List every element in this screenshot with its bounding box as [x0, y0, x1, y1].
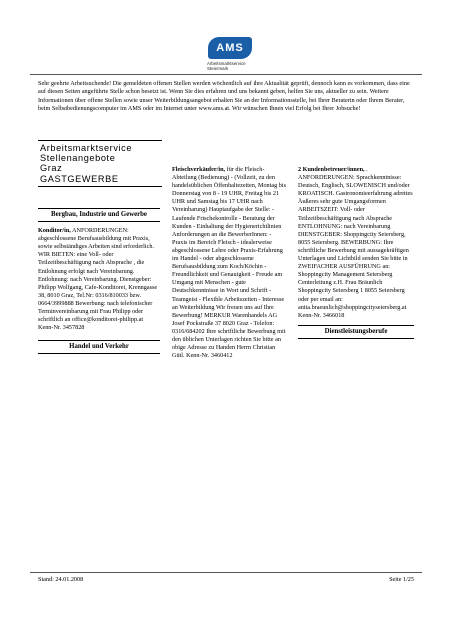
- job-title: Fleischverkäufer/in,: [172, 166, 226, 173]
- ams-logo: AMS: [208, 37, 252, 59]
- section-line-2: Stellenangebote: [40, 153, 116, 164]
- category-heading: Handel und Verkehr: [38, 340, 160, 354]
- footer-divider: [30, 572, 422, 573]
- job-title: 2 Kundenbetreuer/innen,: [298, 166, 365, 173]
- job-description: . ANFORDERUNGEN: Sprachkenntnisse: Deutsch, Englisch, SLOWENISCH und/oder KROATISCH. Gastronomieerfahrung adrettes Äußeres sehr gute Umgangsformen ARBEITSZEIT: Voll- oder Teilzeitbeschäftigung nach Absprache ENTLOHNUNG: nach Vereinbarung DIENSTGEBER: Shoppingcity Seiersberg, 8055 Seiersberg. BEWERBUNG: Ihre schriftliche Bewerbung mit aussagekräftigen Unterlagen und Lichtbild senden Sie bitte in ZWEIFACHER AUSFÜHRUNG an: Shoppingcity Management Seiersberg Centerleitung z.H. Frau Bräunlich Shoppingcity Seiersberg 1 8055 Seiersberg oder per email an: anita.braeunlich@shoppingcityseiersberg.at Kenn-Nr. 3466018: [298, 166, 413, 319]
- job-listing: [172, 166, 286, 360]
- job-description: für die Fleisch-Abteilung (Bedienung) - (Vollzeit, zu den handelsüblichen Öffenhaltezeiten, Montag bis Donnerstag von 8 - 19 UHR, Freitag bis 21 UHR und Samstag bis 17 UHR nach Vereinbarung) Hauptaufgabe der Stelle: - Laufende Frischekontrolle - Beratung der Kunden - Einhaltung der Hygienerichtlinien Anforderungen an die BewerberInnen: - Praxis im Bereich Fleisch - idealerweise abgeschlossene Lehre oder Praxis-Erfahrung im Handel - oder abgeschlossene Berufsausbildung zum Koch/Köchin - Freundlichkeit und Genauigkeit - Freude am Umgang mit Menschen - gute Deutschkenntnisse in Wort und Schrift - Teamgeist - Flexible Arbeitszeiten - Interesse an Weiterbildung Wir freuen uns auf Ihre Bewerbung! MERKUR Warenhandels AG Josef Pockstraße 37 8020 Graz - Telefon: 0316/684202 Ihre schriftliche Bewerbung mit den üblichen Unterlagen richten Sie bitte an obige Adresse zu Handen Herrn Christian Gütl. Kenn-Nr. 3460412: [172, 166, 286, 360]
- job-title: Konditor/in,: [38, 227, 71, 235]
- section-line-3: Graz: [40, 163, 63, 174]
- column-2: [172, 166, 286, 360]
- logo-sub-line-1: Arbeitsmarktservice: [207, 61, 246, 66]
- logo-sub-line-2: Steiermark: [207, 66, 229, 71]
- job-description: ANFORDERUNGEN: abgeschlossene Berufsausbildung mit Praxis, sowie selbständiges Arbeiten sind erforderlich. WIR BIETEN: eine Voll- oder Teilzeitbeschäftigung nach Absprache , die Entlohnung erfolgt nach Vereinbarung. Entlohnung: nach Vereinbarung. Dienstgeber: Philipp Wolfgang, Cafe-Konditorei, Krenngasse 38, 8010 Graz, Tel.Nr: 0316/810033 bzw. 0664/3999888 Bewerbung: nach telefonischer Terminvereinbarung mit Frau Philipp oder schriftlich an office@konditorei-philipp.at Kenn-Nr. 3457828: [38, 227, 158, 332]
- column-3: [298, 166, 414, 344]
- footer-page-number: Seite 1/25: [389, 576, 414, 583]
- category-heading: Dienstleistungsberufe: [298, 325, 414, 339]
- footer-date: Stand: 24.01.2008: [38, 576, 84, 583]
- category-heading: Bergbau, Industrie und Gewerbe: [38, 208, 160, 222]
- job-listing: [298, 166, 414, 320]
- job-listing: [38, 227, 160, 332]
- header-divider: [30, 74, 422, 75]
- section-line-1: Arbeitsmarktservice: [40, 143, 133, 153]
- column-1: [38, 166, 160, 359]
- section-line-4: GASTGEWERBE: [40, 173, 119, 184]
- intro-paragraph: Sehr geehrte Arbeitsuchende! Die gemeldeten offenen Stellen werden wöchentlich auf ihre Aktualität geprüft, dennoch kann es vorkommen, dass eine auf diesen Seiten angeführte Stelle schon besetzt ist. Wenn Sie dies erfahren und uns bekannt geben, helfen Sie uns, aktueller zu sein. Weitere Informationen über offene Stellen sowie unser Weiterbildungsangebot erhalten Sie an der Informationsstelle, bei Ihrer Beraterin oder Ihrem Berater, beim Selbstbedienungscomputer im AMS oder im Internet unter www.ams.at. Wir wünschen Ihnen viel Erfolg bei Ihrer Jobsuche!: [38, 80, 410, 113]
- logo-subtitle: [207, 61, 246, 71]
